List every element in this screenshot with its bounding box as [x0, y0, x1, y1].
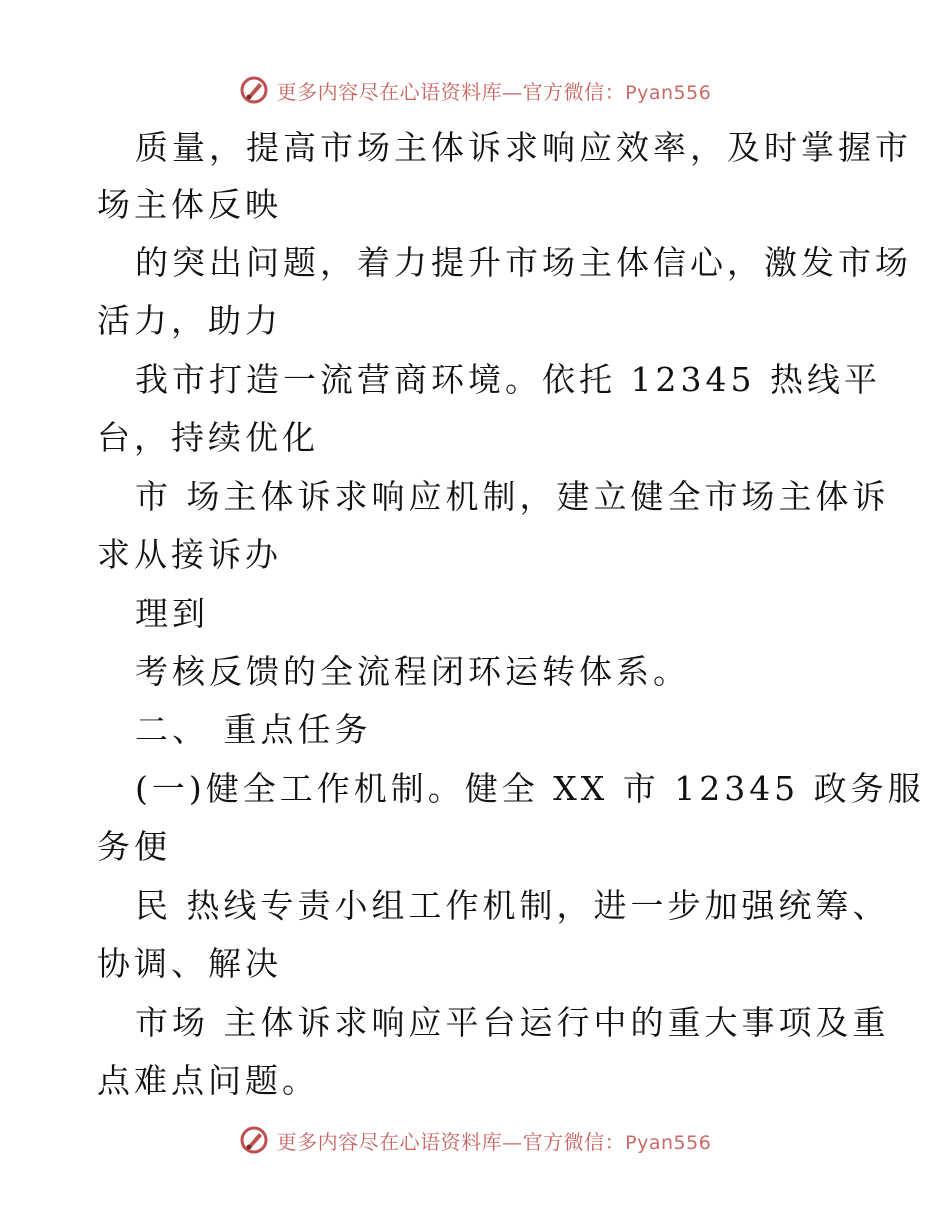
watermark-text [277, 1126, 712, 1155]
body-line: 市 场主体诉求响应机制，建立健全市场主体诉 [135, 477, 890, 516]
ink-pen-logo-icon [239, 75, 269, 105]
body-line: 协调、解决 [97, 944, 282, 983]
watermark-header [0, 70, 950, 110]
body-line: 的突出问题，着力提升市场主体信心，激发市场 [135, 243, 912, 282]
watermark-label: 更多内容尽在心语资料库—官方微信： [276, 79, 626, 104]
section-heading: 二、 重点任务 [135, 710, 372, 749]
body-line: 点难点问题。 [97, 1061, 319, 1100]
watermark-brand: Pyan556 [625, 1131, 712, 1154]
body-line: 求从接诉办 [97, 535, 282, 574]
watermark-brand: Pyan556 [625, 81, 712, 104]
watermark-footer [0, 1120, 950, 1160]
body-line: 我市打造一流营商环境。依托 12345 热线平 [135, 360, 881, 399]
body-line: 务便 [97, 827, 171, 866]
body-line: 考核反馈的全流程闭环运转体系。 [135, 652, 690, 691]
body-line: 活力，助力 [97, 301, 282, 340]
watermark-text [277, 76, 712, 105]
body-line: 台，持续优化 [97, 418, 319, 457]
body-line: 质量，提高市场主体诉求响应效率，及时掌握市 [135, 128, 912, 167]
body-line: 理到 [135, 594, 209, 633]
ink-pen-logo-icon [239, 1125, 269, 1155]
body-line: 场主体反映 [97, 185, 282, 224]
body-line: (一)健全工作机制。健全 XX 市 12345 政务服 [135, 769, 925, 808]
body-line: 民 热线专责小组工作机制，进一步加强统筹、 [135, 886, 890, 925]
body-line: 市场 主体诉求响应平台运行中的重大事项及重 [135, 1003, 890, 1042]
watermark-label: 更多内容尽在心语资料库—官方微信： [276, 1129, 626, 1154]
